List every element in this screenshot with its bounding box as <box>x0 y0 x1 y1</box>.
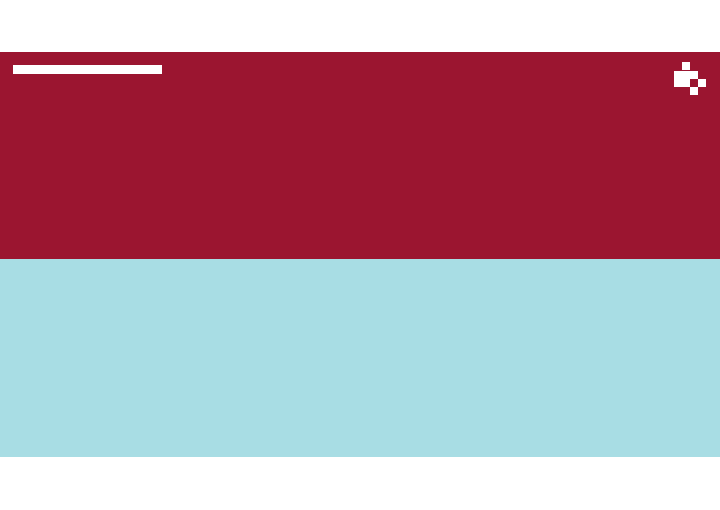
tagline-bar <box>13 65 162 74</box>
bruegel-squares-icon <box>668 62 712 96</box>
slide <box>0 52 720 457</box>
body-band <box>0 259 720 457</box>
bruegel-logo <box>668 62 712 114</box>
header-band <box>0 52 720 259</box>
slide-title <box>100 122 620 214</box>
